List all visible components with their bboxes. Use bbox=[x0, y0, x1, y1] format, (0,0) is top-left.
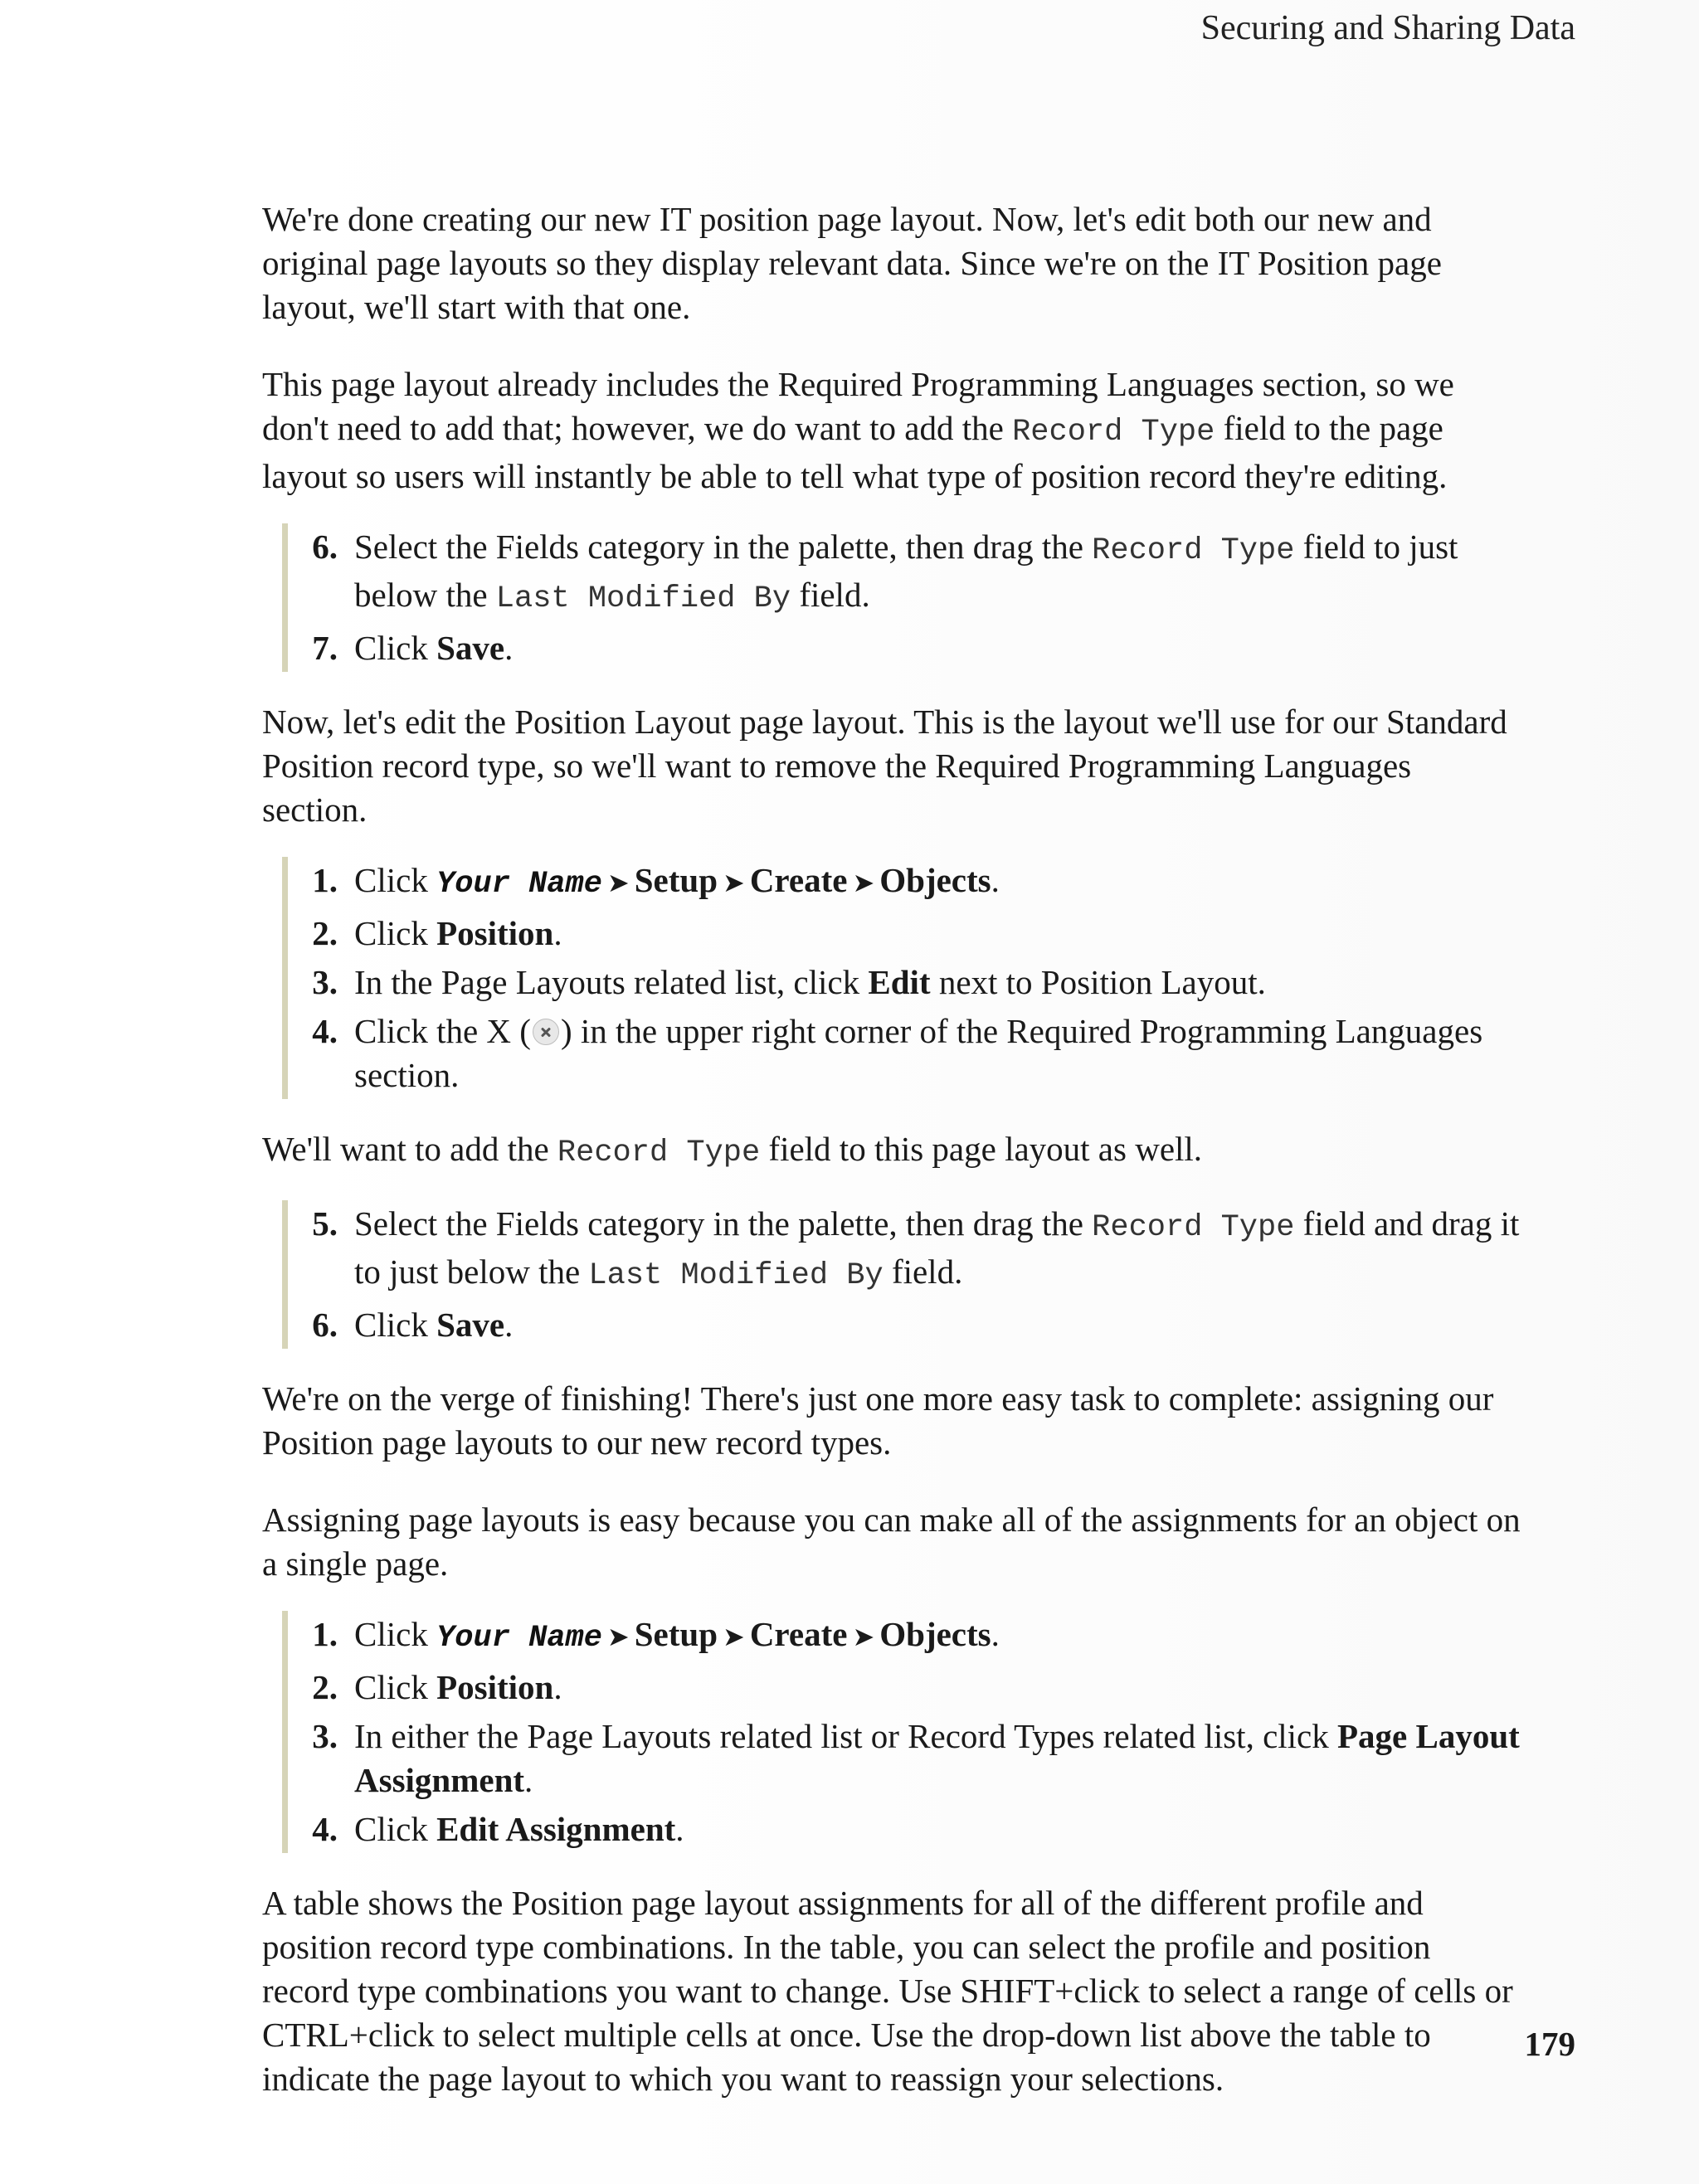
steps-block-c bbox=[282, 1200, 1523, 1349]
step-number: 5 . bbox=[304, 1202, 354, 1298]
assigning-paragraph: Assigning page layouts is easy because you can make all of the assignments for an object on a single page. bbox=[262, 1501, 1521, 1583]
code-record-type: Record Type bbox=[1012, 415, 1215, 450]
ui-label-save: Save bbox=[436, 629, 505, 667]
page-content bbox=[262, 197, 1523, 2101]
close-x-icon bbox=[533, 1019, 559, 1045]
running-header: Securing and Sharing Data bbox=[1200, 9, 1575, 47]
step-text: Click Your Name ➤ Setup ➤ Create ➤ Objects. bbox=[354, 861, 1000, 902]
step-text: In the Page Layouts related list, click Edit next to Position Layout. bbox=[354, 963, 1266, 1001]
step-text: Select the Fields category in the palette, then drag the Record Type field and drag it to just below the Last Modified By field. bbox=[354, 1204, 1520, 1293]
step-item bbox=[304, 912, 1523, 956]
step-number: 2 . bbox=[304, 912, 354, 956]
table-paragraph: A table shows the Position page layout assignments for all of the different profile and position record type combinations. In the table, you can select the profile and position record type combinations you want to change. Use SHIFT+click to select a range of cells or CTRL+click to select multiple cells at once. Use the drop-down list above the table to indicate the page layout to which you want to reassign your selections. bbox=[262, 1884, 1513, 2098]
steps-block-d bbox=[282, 1611, 1523, 1853]
add-record-type-paragraph: We'll want to add the Record Type field to this page layout as well. bbox=[262, 1130, 1203, 1170]
step-number: 1 . bbox=[304, 1612, 354, 1661]
step-number: 6 . bbox=[304, 1303, 354, 1347]
step-number: 4 . bbox=[304, 1807, 354, 1851]
step-item bbox=[304, 1715, 1523, 1802]
step-text: Click Position. bbox=[354, 914, 562, 952]
step-number: 1 . bbox=[304, 859, 354, 907]
step-item bbox=[304, 1807, 1523, 1851]
arrow-right-icon: ➤ bbox=[723, 867, 745, 898]
arrow-right-icon: ➤ bbox=[606, 867, 630, 898]
arrow-right-icon: ➤ bbox=[606, 1621, 630, 1652]
step-item bbox=[304, 961, 1523, 1004]
intro-paragraph: We're done creating our new IT position page layout. Now, let's edit both our new and original page layouts so they display relevant data. Since we're on the IT Position page layout, we'll start with that one. bbox=[262, 200, 1442, 326]
steps-block-b bbox=[282, 857, 1523, 1099]
step-number: 3 . bbox=[304, 1715, 354, 1802]
position-layout-paragraph: Now, let's edit the Position Layout page layout. This is the layout we'll use for our Standard Position record type, so we'll want to remove the Required Programming Languages section. bbox=[262, 703, 1507, 829]
step-item bbox=[304, 1303, 1523, 1347]
step-text: Click Your Name ➤ Setup ➤ Create ➤ Objects. bbox=[354, 1615, 1000, 1656]
code-last-modified-by: Last Modified By bbox=[495, 581, 791, 616]
ui-label-edit-assignment: Edit Assignment bbox=[436, 1810, 676, 1848]
code-last-modified-by: Last Modified By bbox=[588, 1258, 884, 1293]
step-text: In either the Page Layouts related list or Record Types related list, click Page Layout Assignment. bbox=[354, 1717, 1520, 1799]
step-item bbox=[304, 626, 1523, 670]
step-number: 2 . bbox=[304, 1666, 354, 1710]
step-number: 7 . bbox=[304, 626, 354, 670]
code-record-type: Record Type bbox=[1092, 533, 1295, 568]
step-item bbox=[304, 1009, 1523, 1097]
step-number: 6 . bbox=[304, 525, 354, 621]
arrow-right-icon: ➤ bbox=[852, 867, 875, 898]
ui-label-page-layout-assignment: Page Layout Assignment bbox=[354, 1717, 1520, 1799]
code-record-type: Record Type bbox=[557, 1136, 761, 1170]
step-item bbox=[304, 1202, 1523, 1298]
your-name-placeholder: Your Name bbox=[436, 867, 602, 902]
steps-block-a bbox=[282, 523, 1523, 672]
page-number: 179 bbox=[1524, 2025, 1575, 2063]
code-record-type: Record Type bbox=[1092, 1210, 1295, 1245]
step-number: 4 . bbox=[304, 1009, 354, 1097]
step-item bbox=[304, 859, 1523, 907]
step-number: 3 . bbox=[304, 961, 354, 1004]
step-text: Click Edit Assignment. bbox=[354, 1810, 684, 1848]
step-item bbox=[304, 1666, 1523, 1710]
arrow-right-icon: ➤ bbox=[723, 1621, 745, 1652]
your-name-placeholder: Your Name bbox=[436, 1621, 602, 1656]
verge-paragraph: We're on the verge of finishing! There's just one more easy task to complete: assigning our Position page layouts to our new record types. bbox=[262, 1379, 1494, 1462]
record-type-paragraph: This page layout already includes the Required Programming Languages section, so we don't need to add that; however, we do want to add the Record Type field to the page layout so users will instantly be able to tell what type of position record they're editing. bbox=[262, 365, 1454, 495]
ui-label-save: Save bbox=[436, 1306, 505, 1344]
step-item bbox=[304, 525, 1523, 621]
step-text: Click the X ( ) in the upper right corner of the Required Programming Languages section. bbox=[354, 1012, 1483, 1094]
step-text: Select the Fields category in the palette, then drag the Record Type field to just below the Last Modified By field. bbox=[354, 528, 1458, 616]
ui-label-edit: Edit bbox=[868, 963, 931, 1001]
step-text: Click Position. bbox=[354, 1668, 562, 1706]
arrow-right-icon: ➤ bbox=[852, 1621, 875, 1652]
step-text: Click Save. bbox=[354, 1306, 514, 1344]
ui-label-position: Position bbox=[436, 1668, 554, 1706]
step-item bbox=[304, 1612, 1523, 1661]
ui-label-position: Position bbox=[436, 914, 554, 952]
step-text: Click Save. bbox=[354, 629, 514, 667]
